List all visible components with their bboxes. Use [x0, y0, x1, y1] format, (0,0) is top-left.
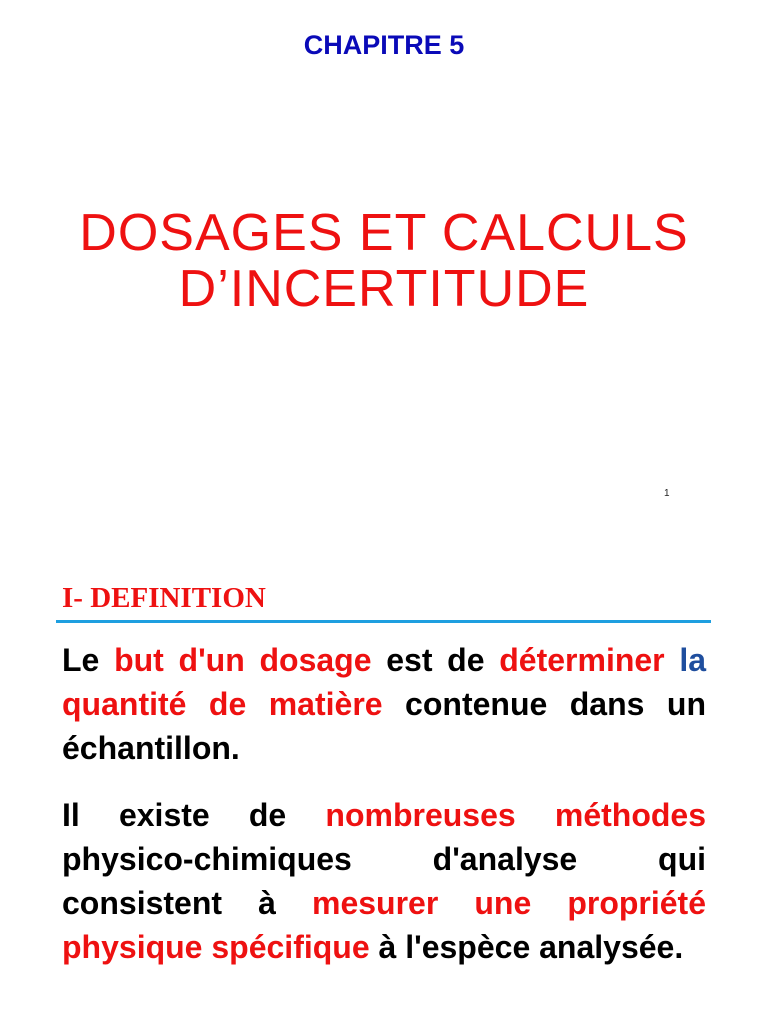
title-line-2: D’INCERTITUDE: [178, 260, 590, 318]
page-title: [0, 205, 768, 317]
emphasis-text: la: [679, 642, 707, 678]
page-number: 1: [664, 488, 670, 499]
text-run: Le: [62, 642, 115, 678]
text-run: [665, 642, 680, 678]
emphasis-text: but d'un dosage: [114, 642, 372, 678]
text-run: physico-chimiques d'analyse qui consistent à: [62, 841, 706, 921]
emphasis-text: nombreuses méthodes: [325, 797, 707, 833]
text-run: Il existe de: [62, 797, 326, 833]
section-heading: I- DEFINITION: [62, 582, 266, 614]
text-run: à l'espèce analysée.: [369, 929, 684, 965]
chapter-label: CHAPITRE 5: [303, 30, 465, 60]
text-run: contenue dans un échantillon.: [62, 686, 707, 766]
emphasis-text: mesurer une propriété physique spécifique: [62, 885, 707, 965]
methods-paragraph: [62, 793, 706, 969]
title-line-1: DOSAGES ET CALCULS: [79, 204, 689, 262]
emphasis-text: déterminer: [499, 642, 665, 678]
definition-paragraph: [62, 638, 706, 770]
text-run: est de: [371, 642, 500, 678]
emphasis-text: quantité de matière: [62, 686, 383, 722]
section-divider: [56, 620, 711, 623]
